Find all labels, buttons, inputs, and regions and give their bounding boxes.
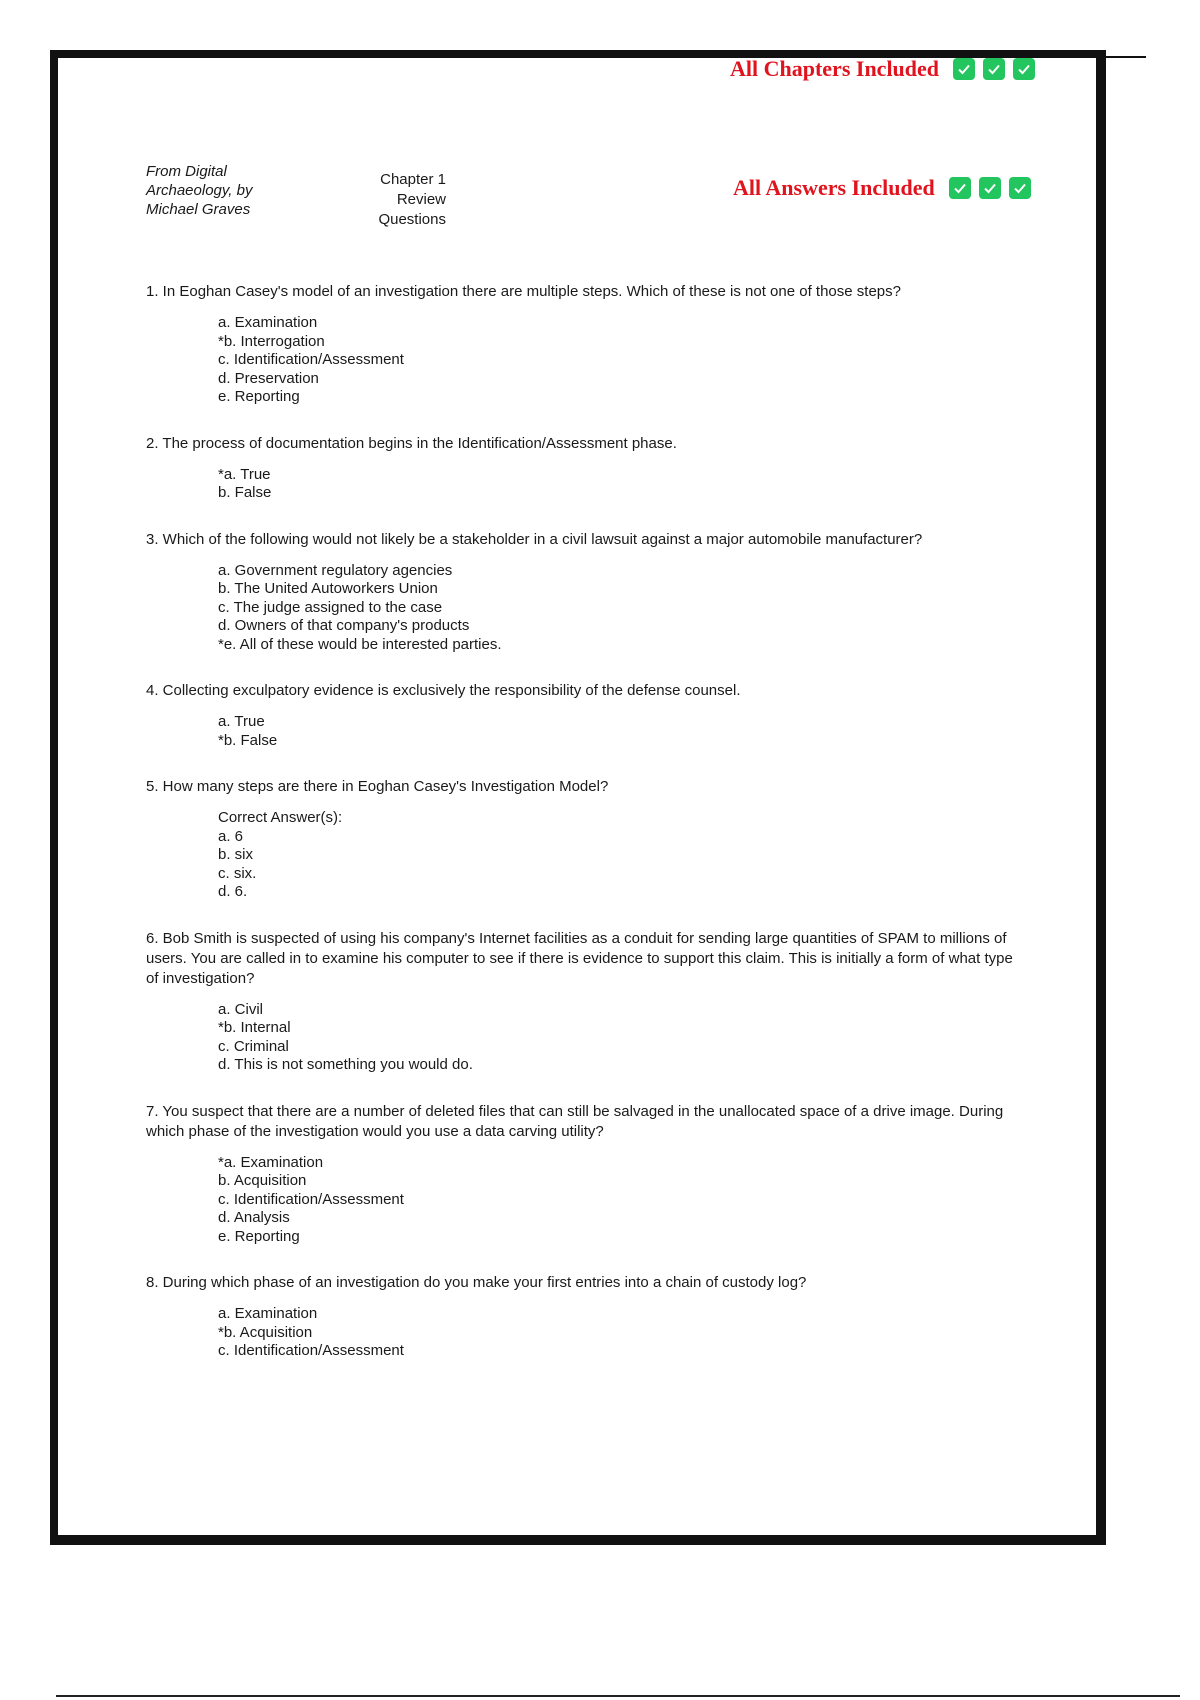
question-item [146, 434, 1016, 503]
answer-option: b. six [218, 846, 254, 863]
top-rule [1100, 56, 1146, 58]
question-text: 7. You suspect that there are a number of deleted files that can still be salvaged in the unallocated space of a drive image. During which phase of the investigation would you use a data carving utility? [146, 1102, 1004, 1140]
answer-option: c. Identification/Assessment [218, 1190, 404, 1208]
answer-option: e. Reporting [218, 388, 300, 405]
chapter-heading [350, 170, 446, 230]
chapter-line: Review [396, 191, 446, 208]
question-item [146, 777, 1016, 902]
question-item [146, 530, 1016, 655]
check-icon [983, 58, 1005, 80]
bottom-rule [56, 1695, 1180, 1697]
source-line: Archaeology, by [146, 182, 253, 199]
answer-option: d. Owners of that company's products [218, 617, 470, 634]
question-text: 5. How many steps are there in Eoghan Casey's Investigation Model? [146, 778, 609, 795]
answer-option: a. Government regulatory agencies [218, 561, 453, 579]
source-line: From Digital [146, 163, 227, 180]
source-line: Michael Graves [146, 201, 251, 218]
answer-options [218, 1305, 1016, 1361]
question-item [146, 1273, 1016, 1361]
question-item [146, 681, 1016, 750]
chapter-line: Questions [378, 211, 446, 228]
answer-option: *a. True [218, 465, 271, 483]
answer-option: *e. All of these would be interested parties. [218, 635, 502, 653]
answer-option: *a. Examination [218, 1153, 324, 1171]
answer-option: a. Civil [218, 1000, 264, 1018]
answer-heading: Correct Answer(s): [218, 809, 343, 826]
answer-options [218, 314, 1016, 407]
question-text: 3. Which of the following would not likely be a stakeholder in a civil lawsuit against a major automobile manufacturer? [146, 530, 923, 548]
answer-option: c. Identification/Assessment [218, 1342, 404, 1359]
answers-banner [733, 175, 1031, 201]
check-icon [953, 58, 975, 80]
question-text: 6. Bob Smith is suspected of using his company's Internet facilities as a conduit for sending large quantities of SPAM to millions of users. You are called in to examine his computer to see if there is evidence to support this claim. This is initially a form of what type of investigation? [146, 929, 1013, 987]
question-item [146, 929, 1016, 1075]
question-list [146, 282, 1016, 1388]
answer-option: b. Acquisition [218, 1172, 307, 1189]
question-text: 2. The process of documentation begins in the Identification/Assessment phase. [146, 434, 677, 452]
question-text: 4. Collecting exculpatory evidence is exclusively the responsibility of the defense counsel. [146, 682, 741, 699]
answer-option: e. Reporting [218, 1227, 300, 1245]
check-icon [949, 177, 971, 199]
source-attribution [146, 162, 296, 219]
answer-option: d. This is not something you would do. [218, 1056, 473, 1073]
answer-option: *b. Internal [218, 1019, 291, 1036]
answer-option: a. 6 [218, 827, 244, 845]
check-icon [1009, 177, 1031, 199]
answer-option: a. Examination [218, 1305, 318, 1322]
question-text: 1. In Eoghan Casey's model of an investigation there are multiple steps. Which of these is not one of those steps? [146, 283, 901, 300]
answer-options [218, 562, 1016, 655]
question-text: 8. During which phase of an investigation do you make your first entries into a chain of custody log? [146, 1274, 807, 1291]
answer-option: c. six. [218, 864, 257, 882]
answer-option: *b. False [218, 731, 278, 749]
answer-option: a. Examination [218, 314, 318, 331]
answer-options [218, 466, 1016, 503]
check-icon [979, 177, 1001, 199]
answer-options [218, 1001, 1016, 1075]
check-icon [1013, 58, 1035, 80]
chapters-banner [730, 56, 1035, 82]
answer-option: d. 6. [218, 883, 248, 900]
question-item [146, 282, 1016, 407]
answer-option: c. Identification/Assessment [218, 351, 404, 368]
chapters-banner-text: All Chapters Included [730, 56, 940, 81]
answer-option: *b. Interrogation [218, 332, 325, 350]
answer-option: b. False [218, 484, 272, 501]
answer-option: c. Criminal [218, 1037, 289, 1055]
chapter-line: Chapter 1 [380, 171, 446, 188]
answer-options [218, 1154, 1016, 1247]
answer-option: b. The United Autoworkers Union [218, 580, 438, 597]
answer-option: d. Analysis [218, 1209, 290, 1226]
answer-options [218, 713, 1016, 750]
answers-banner-text: All Answers Included [733, 175, 935, 200]
answer-options [218, 809, 1016, 902]
answer-option: a. True [218, 713, 265, 730]
answer-option: d. Preservation [218, 369, 319, 387]
answer-option: c. The judge assigned to the case [218, 598, 443, 616]
question-item [146, 1102, 1016, 1247]
answer-option: *b. Acquisition [218, 1323, 313, 1341]
